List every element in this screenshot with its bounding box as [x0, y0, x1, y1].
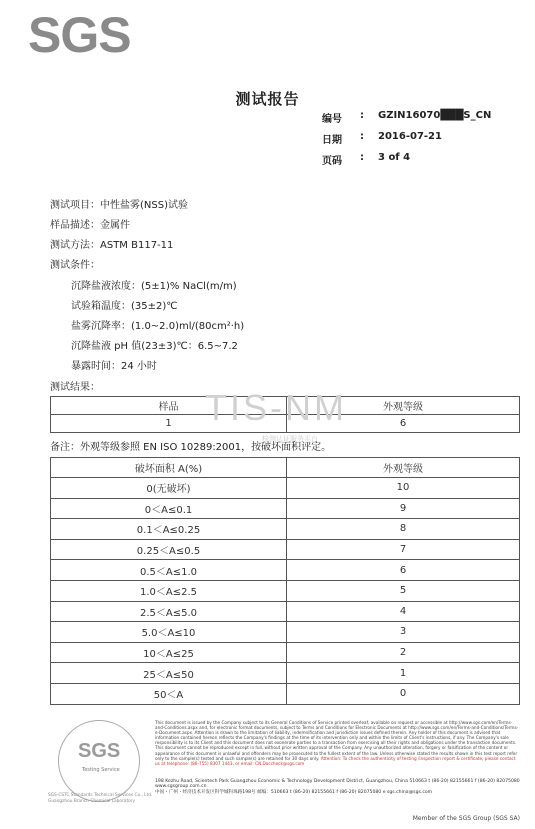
table-cell: 10 — [287, 478, 520, 499]
column-header: 外观等级 — [287, 397, 520, 415]
date-label: 日期 — [322, 135, 342, 146]
seal-lab-name: SGS-CSTC Standards Technical Services Co., Ltd. Guangzhou Branch Chemical Laboratory — [48, 793, 153, 804]
table-row — [51, 539, 520, 560]
column-header: 破坏面积 A(%) — [51, 458, 287, 478]
number-label: 编号 — [322, 114, 342, 125]
table-row — [51, 622, 520, 643]
column-header: 外观等级 — [287, 458, 520, 478]
test-item: 测试项目：中性盐雾(NSS)试验 — [50, 200, 188, 211]
condition-concentration: 沉降盐液浓度：(5±1)% NaCl(m/m) — [71, 281, 237, 292]
table-cell: 0.25＜A≤0.5 — [51, 539, 287, 560]
table-cell: 6 — [287, 415, 520, 433]
colon: : — [360, 110, 364, 121]
table-row — [51, 560, 520, 581]
condition-temperature: 试验箱温度：(35±2)℃ — [71, 301, 178, 312]
seal-logo: SGS — [78, 740, 121, 762]
number-value: GZIN16070███S_CN — [378, 110, 492, 121]
meta-date — [322, 131, 491, 152]
condition-ph: 沉降盐液 pH 值(23±3)℃：6.5~7.2 — [71, 341, 238, 352]
date-value: 2016-07-21 — [378, 131, 442, 142]
note: 备注：外观等级参照 EN ISO 10289:2001，按破坏面积评定。 — [50, 442, 332, 453]
condition-exposure: 暴露时间：24 小时 — [71, 361, 157, 372]
meta-page — [322, 152, 491, 173]
sample-description: 样品描述：金属件 — [50, 220, 130, 231]
page-label: 页码 — [322, 156, 342, 167]
report-title: 测试报告 — [235, 90, 300, 108]
result-label: 测试结果： — [50, 382, 100, 393]
table-cell: 2 — [287, 642, 520, 663]
table-header-row — [51, 458, 520, 478]
table-cell: 0.1＜A≤0.25 — [51, 519, 287, 540]
table-cell: 10＜A≤25 — [51, 642, 287, 663]
table-row — [51, 478, 520, 499]
table-cell: 1 — [51, 415, 287, 433]
table-cell: 0.5＜A≤1.0 — [51, 560, 287, 581]
column-header: 样品 — [51, 397, 287, 415]
report-meta — [322, 110, 491, 173]
disclaimer-text: This document is issued by the Company subject to its General Conditions of Service printed overleaf, available on request or accessible at http://www.sgs.com/en/Terms-and-Conditions.aspx and, for electronic format documents, subject to Terms and Conditions for Electronic Documents at http://www.sgs.com/en/Terms-and-Conditions/Terms-e-Document.aspx. Attention is drawn to the limitation of liability, indemnification and jurisdiction issues defined therein. Any holder of this document is advised that information contained hereon reflects the Company's findings at the time of its intervention only and within the limits of Client's instructions, if any. The Company's sole responsibility is to its Client and this document does not exonerate parties to a transaction from exercising all their rights and obligations under the transaction documents. This document cannot be reproduced except in full, without prior written approval of the Company. Any unauthorized alteration, forgery or falsification of the content or appearance of this document is unlawful and offenders may be prosecuted to the fullest extent of the law. Unless otherwise stated the results shown in this test report refer only to the sample(s) tested and such sample(s) are retained for 30 days only. — [155, 720, 519, 761]
table-cell: 9 — [287, 498, 520, 519]
table-row — [51, 498, 520, 519]
table-row — [51, 580, 520, 601]
conditions-label: 测试条件： — [50, 260, 100, 271]
table-cell: 2.5＜A≤5.0 — [51, 601, 287, 622]
watermark: TIS-NM — [205, 387, 347, 428]
table-cell: 4 — [287, 601, 520, 622]
condition-fog-rate: 盐雾沉降率：(1.0~2.0)ml/(80cm²·h) — [71, 321, 245, 332]
member-text: Member of the SGS Group (SGS SA) — [412, 815, 520, 822]
sgs-logo: SGS — [28, 7, 131, 63]
colon: : — [360, 152, 364, 163]
table-cell: 0 — [287, 683, 520, 704]
seal-subtitle: Testing Service — [82, 767, 120, 773]
test-method: 测试方法：ASTM B117-11 — [50, 240, 174, 251]
table-row — [51, 663, 520, 684]
table-cell: 0＜A≤0.1 — [51, 498, 287, 519]
attention-text: Attention: To check the authenticity of testing /inspection report & certificate, please contact us at telephone: (86-755) 8307 1443, or email: CN.Doccheck@sgs.com — [155, 755, 516, 766]
table-cell: 5 — [287, 580, 520, 601]
table-cell: 50＜A — [51, 683, 287, 704]
table-cell: 7 — [287, 539, 520, 560]
meta-number — [322, 110, 491, 131]
table-cell: 5.0＜A≤10 — [51, 622, 287, 643]
table-cell: 1.0＜A≤2.5 — [51, 580, 287, 601]
table-row — [51, 683, 520, 704]
table-cell: 25＜A≤50 — [51, 663, 287, 684]
table-cell: 3 — [287, 622, 520, 643]
watermark-sub: 检测认证服务平台 — [262, 435, 318, 443]
table-row — [51, 642, 520, 663]
table-row — [51, 519, 520, 540]
table-cell: 8 — [287, 519, 520, 540]
address-english: 198 Kezhu Road, Scientech Park Guangzhou Economic & Technology Development District, Guangzhou, China 510663 t (86-20) 82155661 f (86-20) 82075080 www.sgsgroup.com.cn — [155, 779, 520, 789]
table-row — [51, 601, 520, 622]
address-chinese: 中国・广州・经济技术开发区科学城科珠路198号 邮编：510663 t (86-20) 82155661 f (86-20) 82075080 e sgs.china@sgs.com — [155, 790, 433, 795]
grade-table — [50, 457, 520, 705]
table-cell: 1 — [287, 663, 520, 684]
table-cell: 0(无破坏) — [51, 478, 287, 499]
page-value: 3 of 4 — [378, 152, 411, 163]
colon: : — [360, 131, 364, 142]
footer-disclaimer — [155, 720, 520, 766]
table-cell: 6 — [287, 560, 520, 581]
